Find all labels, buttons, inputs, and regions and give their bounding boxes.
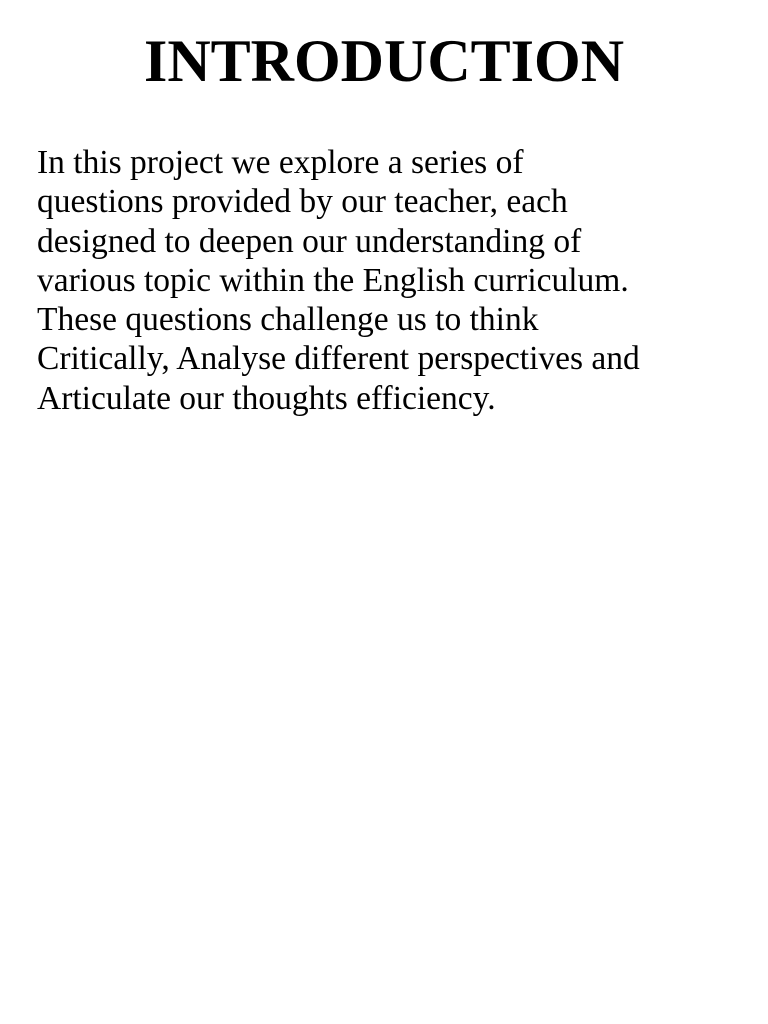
paragraph-line: designed to deepen our understanding of: [37, 222, 582, 260]
paragraph-line: Critically, Analyse different perspectives and: [37, 340, 640, 378]
intro-paragraph: [37, 143, 737, 418]
paragraph-line: questions provided by our teacher, each: [37, 183, 568, 221]
paragraph-line: Articulate our thoughts efficiency.: [37, 379, 496, 417]
paragraph-line: various topic within the English curriculum.: [37, 261, 629, 299]
page-title: INTRODUCTION: [143, 28, 625, 94]
paragraph-line: These questions challenge us to think: [37, 301, 539, 339]
paragraph-line: In this project we explore a series of: [37, 144, 524, 181]
